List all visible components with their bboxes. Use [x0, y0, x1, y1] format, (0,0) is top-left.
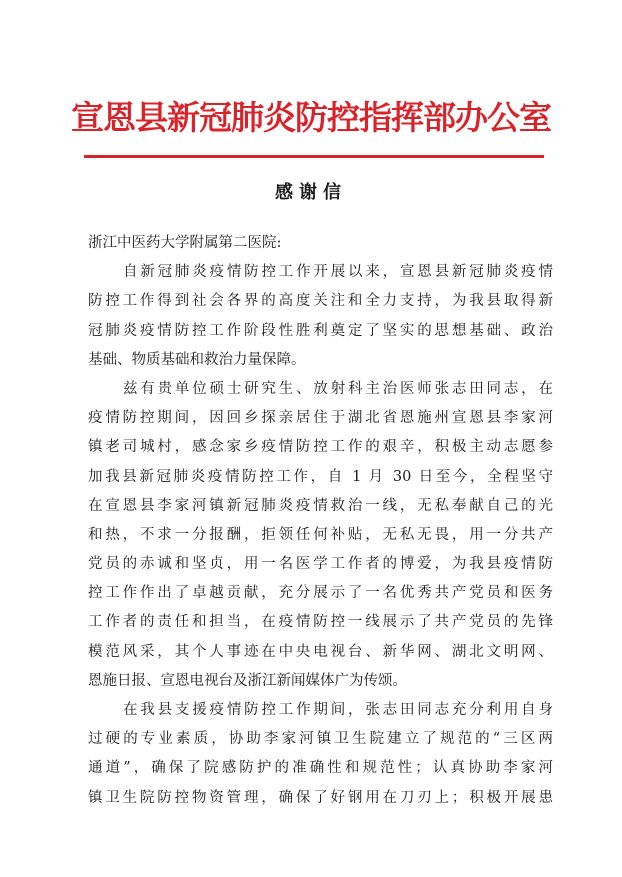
body-line: 防控工作得到社会各界的高度关注和全力支持，为我县取得新 — [88, 293, 553, 310]
body-line: 兹有贵单位硕士研究生、放射科主治医师张志田同志，在 — [123, 380, 553, 397]
body-line: 镇老司城村，感念家乡疫情防控工作的艰辛，积极主动志愿参 — [88, 439, 553, 456]
letterhead-red-rule — [84, 155, 544, 158]
body-line: 镇卫生院防控物资管理，确保了好钢用在刀刃上；积极开展患 — [88, 789, 553, 806]
body-line: 模范风采，其个人事迹在中央电视台、新华网、湖北文明网、 — [88, 643, 553, 660]
body-line: 通道”，确保了院感防护的准确性和规范性；认真协助李家河 — [88, 760, 553, 777]
body-line: 基础、物质基础和救治力量保障。 — [88, 351, 306, 368]
body-line: 过硬的专业素质，协助李家河镇卫生院建立了规范的“三区两 — [88, 731, 553, 748]
body-line: 在我县支援疫情防控工作期间，张志田同志充分利用自身 — [123, 702, 553, 718]
body-line: 在宣恩县李家河镇新冠肺炎疫情救治一线，无私奉献自己的光 — [88, 497, 553, 514]
document-title: 感谢信 — [275, 182, 347, 203]
body-line: 加我县新冠肺炎疫情防控工作，自 1 月 30 日至今，全程坚守 — [88, 468, 553, 485]
body-line: 和热，不求一分报酬，拒领任何补贴，无私无畏，用一分共产 — [88, 526, 553, 543]
body-line: 冠肺炎疫情防控工作阶段性胜利奠定了坚实的思想基础、政治 — [88, 322, 553, 339]
letterhead-title: 宣恩县新冠肺炎防控指挥部办公室 — [71, 98, 551, 137]
body-line: 恩施日报、宣恩电视台及浙江新闻媒体广为传颂。 — [88, 672, 407, 689]
body-line: 控工作作出了卓越贡献，充分展示了一名优秀共产党员和医务 — [88, 585, 553, 602]
body-line: 自新冠肺炎疫情防控工作开展以来，宣恩县新冠肺炎疫情 — [123, 264, 553, 281]
body-line: 党员的赤诚和坚贞，用一名医学工作者的博爱，为我县疫情防 — [88, 556, 553, 573]
body-line: 工作者的责任和担当，在疫情防控一线展示了共产党员的先锋 — [88, 614, 553, 631]
body-line: 疫情防控期间，因回乡探亲居住于湖北省恩施州宣恩县李家河 — [88, 410, 553, 427]
salutation: 浙江中医药大学附属第二医院: — [88, 235, 282, 251]
letter-body — [88, 229, 553, 813]
